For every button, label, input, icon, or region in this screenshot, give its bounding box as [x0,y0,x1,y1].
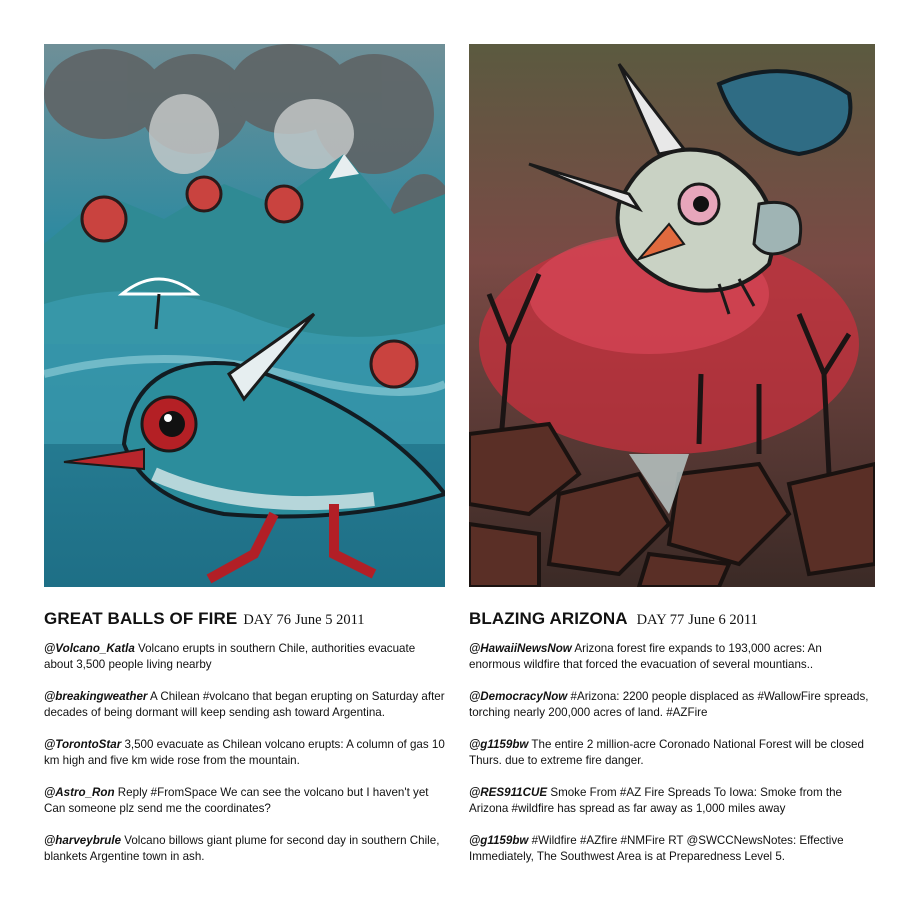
tweet [44,689,445,721]
tweet [469,737,875,769]
entry-day: DAY 76 [243,612,291,628]
entry-date: June 6 2011 [688,612,758,628]
entry-title: BLAZING ARIZONA [469,609,628,628]
tweet-handle[interactable]: @HawaiiNewsNow [469,642,572,655]
tweet-handle[interactable]: @Astro_Ron [44,786,115,799]
tweet-text: Arizona forest fire expands to 193,000 acres: An enormous wildfire that forced the evacuation of several mountians.. [469,642,822,671]
tweet-handle[interactable]: @g1159bw [469,738,529,751]
tweet [469,785,875,817]
tweet-text: 3,500 evacuate as Chilean volcano erupts: A column of gas 10 km high and five km wide rose from the mountain. [44,738,445,767]
entry-day: DAY 77 [636,612,685,628]
tweet-list [469,641,875,865]
right-entry [469,44,875,881]
wildfire-bird-artwork [469,44,875,587]
tweet-text: The entire 2 million-acre Coronado National Forest will be closed Thurs. due to extreme fire danger. [469,738,864,767]
entry-title: GREAT BALLS OF FIRE [44,609,238,628]
tweet [44,785,445,817]
tweet [44,737,445,769]
tweet-text: Smoke From #AZ Fire Spreads To Iowa: Smoke from the Arizona #wildfire has spread as far away as 1,000 miles away [469,786,842,815]
tweet-text: Reply #FromSpace We can see the volcano but I haven't yet Can someone plz send me the coordinates? [44,786,429,815]
tweet [44,641,445,673]
left-entry [44,44,445,881]
tweet [469,833,875,865]
entry-heading [44,609,445,633]
tweet [469,641,875,673]
tweet-text: #Wildfire #AZfire #NMFire RT @SWCCNewsNotes: Effective Immediately, The Southwest Area is at Preparedness Level 5. [469,834,844,863]
tweet-list [44,641,445,865]
tweet-text: Volcano erupts in southern Chile, authorities evacuate about 3,500 people living nearby [44,642,416,671]
volcano-bird-artwork [44,44,445,587]
volcano-bird-painting [44,44,445,587]
tweet-handle[interactable]: @g1159bw [469,834,529,847]
entry-heading [469,609,875,633]
tweet-handle[interactable]: @harveybrule [44,834,122,847]
tweet-text: A Chilean #volcano that began erupting on Saturday after decades of being dormant will keep sending ash toward Argentina. [44,690,445,719]
tweet-handle[interactable]: @RES911CUE [469,786,548,799]
tweet-handle[interactable]: @Volcano_Katla [44,642,135,655]
tweet-handle[interactable]: @breakingweather [44,690,148,703]
tweet-text: #Arizona: 2200 people displaced as #WallowFire spreads, torching nearly 200,000 acres of land. #AZFire [469,690,869,719]
tweet-handle[interactable]: @DemocracyNow [469,690,568,703]
tweet-text: Volcano billows giant plume for second day in southern Chile, blankets Argentine town in ash. [44,834,440,863]
wildfire-bird-painting [469,44,875,587]
tweet [44,833,445,865]
entry-date: June 5 2011 [294,612,365,628]
tweet [469,689,875,721]
tweet-handle[interactable]: @TorontoStar [44,738,122,751]
